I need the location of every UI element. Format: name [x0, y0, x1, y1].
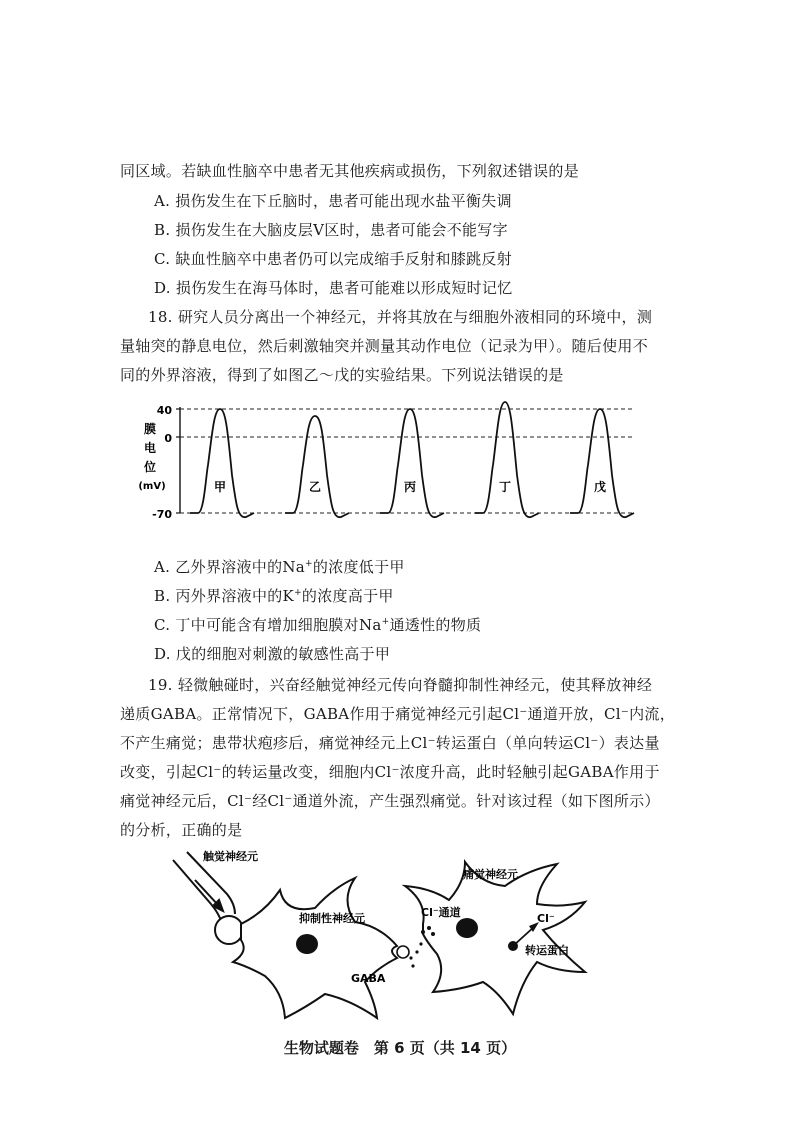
pain-neuron-shape	[405, 862, 585, 1014]
ap-reference-lines	[180, 409, 635, 513]
q19-line6: 的分析，正确的是	[120, 821, 243, 839]
tick-40: 40	[156, 404, 172, 417]
ap-curve-4	[475, 402, 539, 517]
q19-line5: 痛觉神经元后，Cl⁻经Cl⁻通道外流，产生强烈痛觉。针对该过程（如下图所示）	[120, 792, 660, 810]
action-potential-figure	[130, 395, 650, 535]
q18-stem-line1: 18. 研究人员分离出一个神经元，并将其放在与细胞外液相同的环境中，测	[148, 308, 653, 326]
tick-minus-70: -70	[152, 508, 172, 521]
q18-a-text: A. 乙外界溶液中的Na	[154, 558, 306, 576]
q17-option-b: B. 损伤发生在大脑皮层Ⅴ区时，患者可能会不能写字	[154, 221, 508, 239]
q18-a-sup: +	[305, 559, 313, 569]
q17-option-c: C. 缺血性脑卒中患者仍可以完成缩手反射和膝跳反射	[154, 250, 512, 268]
label-gaba: GABA	[351, 972, 386, 985]
ap-axis	[176, 407, 180, 513]
q19-line4: 改变，引起Cl⁻的转运量改变，细胞内Cl⁻浓度升高，此时轻触引起GABA作用于	[120, 763, 660, 781]
q19-line2: 递质GABA。正常情况下，GABA作用于痛觉神经元引起Cl⁻通道开放，Cl⁻内流，	[120, 705, 676, 723]
q18-option-c	[154, 614, 481, 636]
ap-curve-3	[380, 409, 444, 517]
inhibitory-nucleus	[296, 934, 318, 954]
ap-curve-1	[190, 409, 254, 517]
gaba-dots	[409, 942, 422, 967]
ap-curve-2	[285, 416, 349, 517]
q18-c-text-end: 通透性的物质	[389, 616, 482, 634]
label-cl-ion: Cl⁻	[537, 912, 555, 925]
q18-c-text: C. 丁中可能含有增加细胞膜对Na	[154, 616, 382, 634]
q18-c-sup: +	[381, 617, 390, 627]
ap-curve-label-5: 戊	[593, 480, 607, 494]
label-cl-channel: Cl⁻通道	[421, 906, 461, 919]
q18-stem-line3: 同的外界溶液，得到了如图乙～戊的实验结果。下列说法错误的是	[120, 366, 564, 384]
q17-option-d: D. 损伤发生在海马体时，患者可能难以形成短时记忆	[154, 279, 513, 297]
q17-option-a: A. 损伤发生在下丘脑时，患者可能出现水盐平衡失调	[154, 192, 512, 210]
label-inhibitory-neuron: 抑制性神经元	[299, 912, 365, 925]
ap-curves	[190, 402, 634, 517]
q19-line3: 不产生痛觉；患带状疱疹后，痛觉神经元上Cl⁻转运蛋白（单向转运Cl⁻）表达量	[120, 734, 660, 752]
q18-b-sup: +	[294, 588, 302, 598]
q19-line1: 19. 轻微触碰时，兴奋经触觉神经元传向脊髓抑制性神经元，使其释放神经	[148, 676, 653, 694]
ap-curve-label-1: 甲	[213, 480, 227, 494]
label-pain-neuron: 痛觉神经元	[463, 868, 518, 881]
q18-a-text-end: 的浓度低于甲	[312, 558, 405, 576]
q18-option-a	[154, 556, 405, 578]
ap-curve-label-2: 乙	[308, 480, 322, 494]
page-footer: 生物试题卷 第 6 页（共 14 页）	[283, 1039, 517, 1057]
q18-option-b	[154, 585, 394, 607]
pain-nucleus	[456, 918, 478, 938]
touch-neuron-shape	[173, 852, 243, 944]
ap-curve-label-3: 丙	[403, 480, 417, 494]
tick-0: 0	[164, 432, 172, 445]
ap-curve-5	[570, 409, 634, 517]
label-touch-neuron: 触觉神经元	[203, 850, 258, 863]
neuron-diagram	[165, 842, 625, 1022]
y-label-char-2: 电	[143, 441, 157, 455]
ap-curve-label-4: 丁	[498, 480, 512, 494]
q17-stem: 同区域。若缺血性脑卒中患者无其他疾病或损伤，下列叙述错误的是	[120, 162, 580, 180]
axon-terminal	[397, 946, 409, 958]
y-label-char-3: 位	[143, 460, 157, 474]
label-transporter: 转运蛋白	[525, 944, 569, 957]
y-label-char-1: 膜	[143, 422, 157, 436]
q18-stem-line2: 量轴突的静息电位，然后刺激轴突并测量其动作电位（记录为甲）。随后使用不	[120, 337, 649, 355]
q18-b-text-end: 的浓度高于甲	[301, 587, 394, 605]
y-unit: (mV)	[138, 481, 166, 492]
q18-b-text: B. 丙外界溶液中的K	[154, 587, 295, 605]
q18-option-d: D. 戊的细胞对刺激的敏感性高于甲	[154, 645, 391, 663]
